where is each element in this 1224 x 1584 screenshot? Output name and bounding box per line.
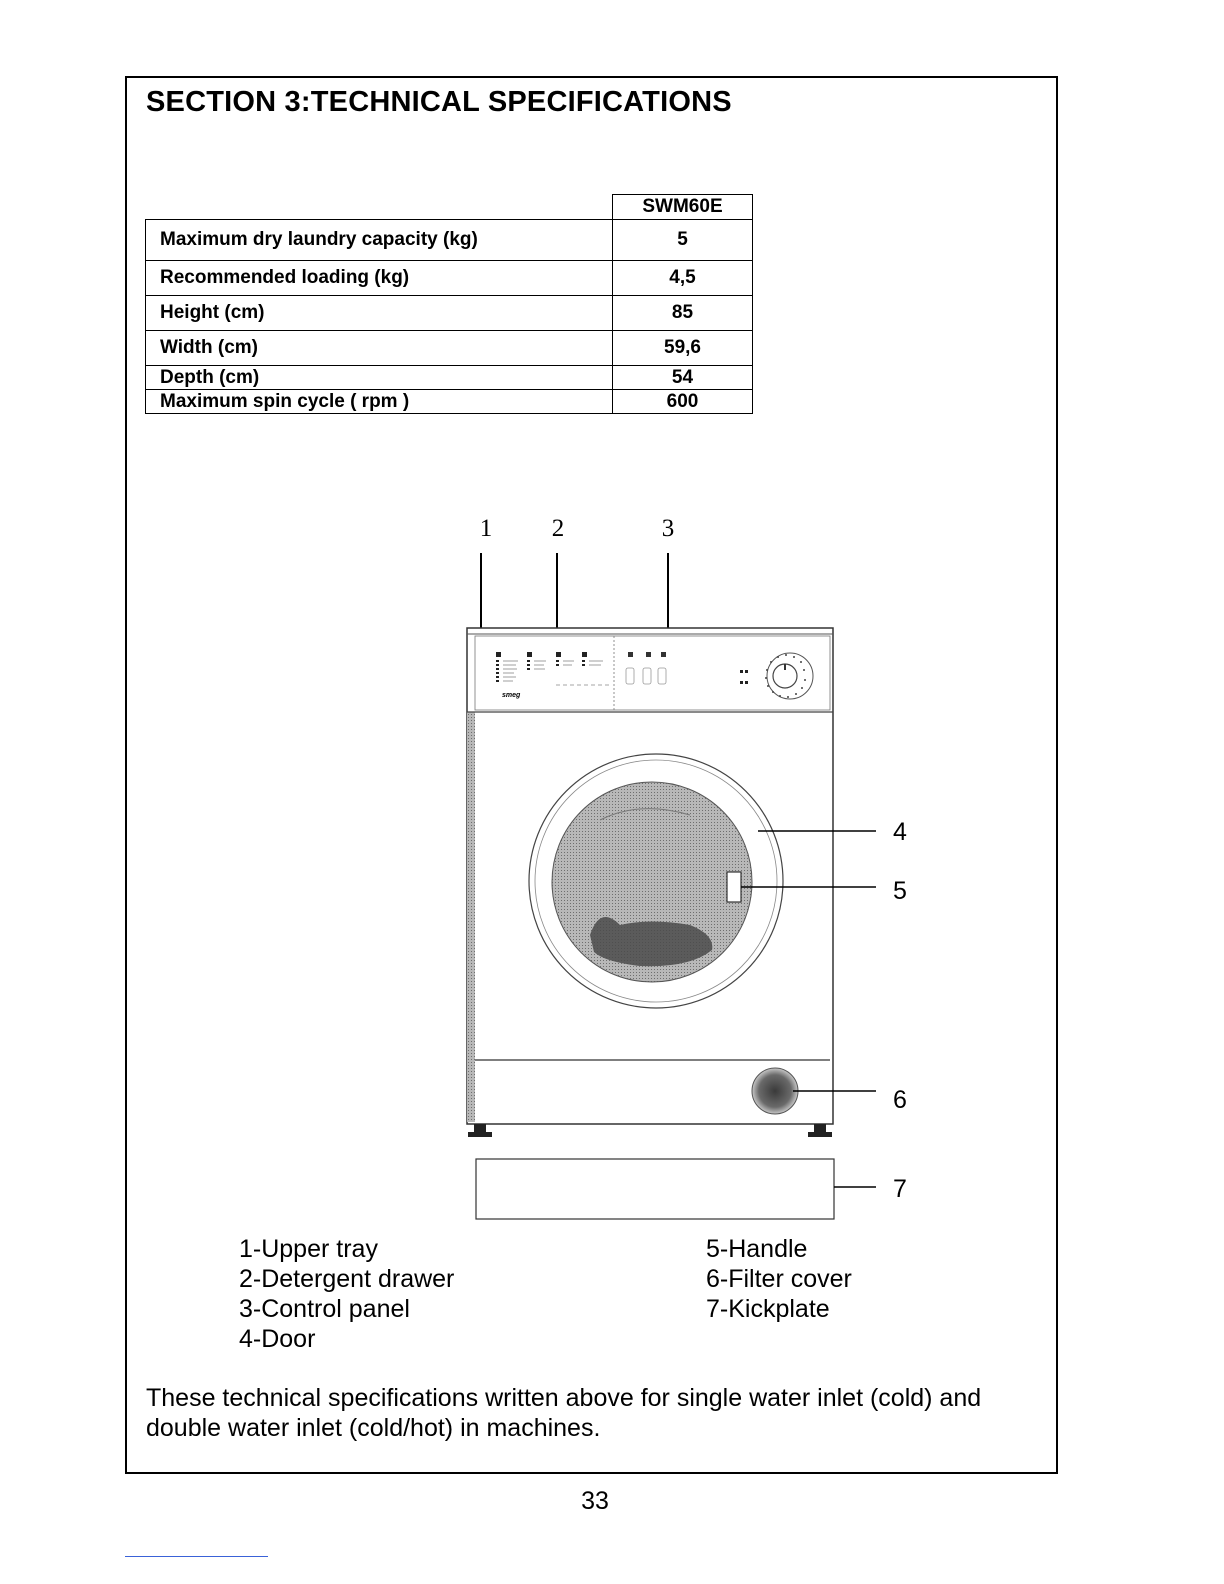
legend-item: 4-Door — [239, 1325, 316, 1353]
legend-item: 7-Kickplate — [706, 1295, 830, 1323]
filter-cover — [752, 1068, 798, 1114]
control-panel — [475, 636, 830, 710]
model-header: SWM60E — [613, 195, 753, 220]
callout-3: 3 — [661, 515, 675, 542]
callout-6: 6 — [893, 1086, 907, 1114]
parts-legend-left — [239, 1234, 454, 1354]
callout-1: 1 — [479, 515, 493, 542]
row-label: Height (cm) — [146, 296, 613, 331]
row-label: Maximum dry laundry capacity (kg) — [146, 220, 613, 261]
legend-item: 5-Handle — [706, 1235, 808, 1263]
page-number: 33 — [581, 1487, 609, 1515]
door-handle — [727, 872, 741, 902]
legend-item: 2-Detergent drawer — [239, 1265, 455, 1293]
brand-logo: smeg — [502, 692, 521, 699]
legend-item: 3-Control panel — [239, 1295, 410, 1323]
callout-2: 2 — [551, 515, 565, 542]
footer-divider — [125, 1556, 268, 1557]
row-value: 54 — [613, 366, 753, 390]
legend-item: 1-Upper tray — [239, 1235, 378, 1263]
row-value: 85 — [613, 296, 753, 331]
parts-legend-right — [706, 1234, 852, 1324]
machine-feet — [468, 1124, 832, 1137]
section-title: SECTION 3:TECHNICAL SPECIFICATIONS — [146, 86, 732, 118]
row-label: Depth (cm) — [146, 366, 613, 390]
row-label: Maximum spin cycle ( rpm ) — [146, 390, 613, 414]
legend-item: 6-Filter cover — [706, 1265, 852, 1293]
callout-7: 7 — [893, 1175, 907, 1203]
row-label: Recommended loading (kg) — [146, 261, 613, 296]
row-value: 59,6 — [613, 331, 753, 366]
row-value: 5 — [613, 220, 753, 261]
door — [529, 754, 783, 1008]
callout-5: 5 — [893, 877, 907, 905]
inlet-note: These technical specifications written above for single water inlet (cold) and double water inlet (cold/hot) in machines. — [146, 1384, 982, 1442]
kickplate — [476, 1159, 834, 1219]
callout-4: 4 — [893, 818, 907, 846]
row-label: Width (cm) — [146, 331, 613, 366]
row-value: 600 — [613, 390, 753, 414]
row-value: 4,5 — [613, 261, 753, 296]
